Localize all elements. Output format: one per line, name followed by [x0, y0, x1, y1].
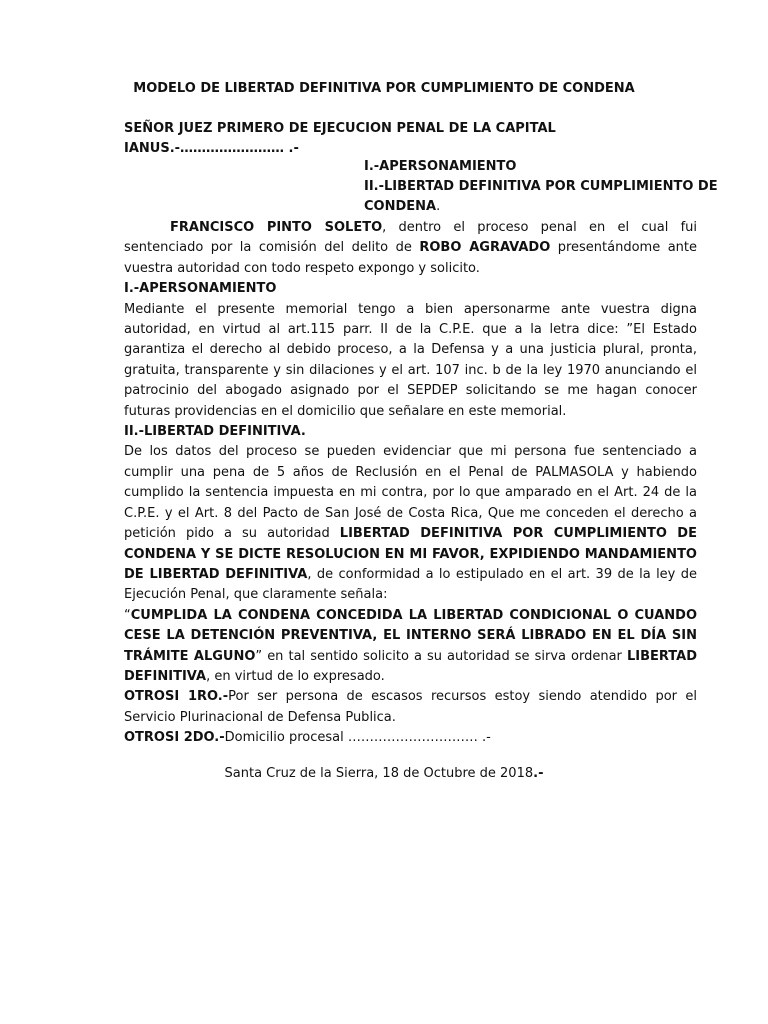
quote-text-4: , en virtud de lo expresado.: [206, 668, 385, 684]
reference-item-1: I.-APERSONAMIENTO: [364, 159, 517, 174]
quote-open-mark: “: [124, 607, 131, 623]
section-1-heading: I.-APERSONAMIENTO: [124, 281, 277, 297]
section-2-paragraph: [124, 442, 697, 605]
otrosi-1-paragraph: [124, 687, 697, 728]
intro-paragraph: [124, 218, 697, 279]
document-title: MODELO DE LIBERTAD DEFINITIVA POR CUMPLIMIENTO DE CONDENA: [133, 81, 635, 96]
reference-item-2: [364, 177, 726, 217]
section-2-request: LIBERTAD DEFINITIVA POR CUMPLIMIENTO DE CONDENA Y SE DICTE RESOLUCION EN MI FAVOR, EXPIDIENDO MANDAMIENTO DE LIBERTAD DEFINITIVA: [124, 526, 697, 582]
document-body: [124, 218, 697, 749]
petitioner-name: FRANCISCO PINTO SOLETO: [170, 220, 383, 235]
addressee-line-1: SEÑOR JUEZ PRIMERO DE EJECUCION PENAL DE LA CAPITAL: [124, 121, 556, 136]
place-date-line: [0, 766, 768, 781]
place-date-text: Santa Cruz de la Sierra, 18 de Octubre de 2018: [224, 766, 534, 781]
addressee-line-2: IANUS.-…………………… .-: [124, 141, 299, 156]
otrosi-2-paragraph: [124, 728, 697, 748]
section-2-text-1: De los datos del proceso se pueden evidenciar que mi persona fue sentenciado a cumplir una pena de 5 años de Reclusión en el Penal de PALMASOLA y habiendo cumplido la sentencia impuesta en mi contra, por lo que amparado en el Art. 24 de la C.P.E. y el Art. 8 del Pacto de San José de Costa Rica, Que me conceden el derecho a petición pido a su autoridad: [124, 444, 697, 542]
quote-text-3: ” en tal sentido solicito a su autoridad se sirva ordenar: [255, 648, 627, 664]
section-2-text-2: , de conformidad a lo estipulado en el art. 39 de la ley de Ejecución Penal, que claramente señala:: [124, 566, 697, 603]
otrosi-2-label: OTROSI 2DO.-: [124, 730, 225, 746]
section-1-paragraph: Mediante el presente memorial tengo a bien apersonarme ante vuestra digna autoridad, en virtud al art.115 parr. II de la C.P.E. que a la letra dice: ”El Estado garantiza el derecho al debido proceso, a la Defensa y a una justicia plural, pronta, gratuita, transparente y sin dilaciones y el art. 107 inc. b de la ley 1970 anunciando el patrocinio del abogado asignado por el SEPDEP solicitando se me hagan conocer futuras providencias en el domicilio que señalare en este memorial.: [124, 301, 697, 419]
place-date-suffix: .-: [533, 766, 544, 781]
legal-quote: CUMPLIDA LA CONDENA CONCEDIDA LA LIBERTAD CONDICIONAL O CUANDO CESE LA DETENCIÓN PREVENTIVA, EL INTERNO SERÁ LIBRADO EN EL DÍA SIN TRÁMITE ALGUNO: [124, 607, 697, 664]
intro-text-2: presentándome ante vuestra autoridad con todo respeto expongo y solicito.: [124, 240, 697, 276]
intro-text-1: , dentro el proceso penal en el cual fui sentenciado por la comisión del delito de: [124, 220, 697, 256]
otrosi-1-label: OTROSI 1RO.-: [124, 689, 229, 705]
legal-quote-paragraph: [124, 606, 697, 688]
quote-request: LIBERTAD DEFINITIVA: [124, 648, 697, 684]
reference-item-2-suffix: .: [436, 199, 441, 214]
otrosi-1-text: Por ser persona de escasos recursos estoy siendo atendido por el Servicio Plurinacional de Defensa Publica.: [124, 689, 697, 725]
reference-item-2-text: II.-LIBERTAD DEFINITIVA POR CUMPLIMIENTO DE CONDENA: [364, 179, 718, 214]
crime-name: ROBO AGRAVADO: [419, 240, 551, 256]
otrosi-2-text: Domicilio procesal ………………………… .-: [224, 730, 491, 746]
section-2-heading: II.-LIBERTAD DEFINITIVA.: [124, 424, 306, 440]
